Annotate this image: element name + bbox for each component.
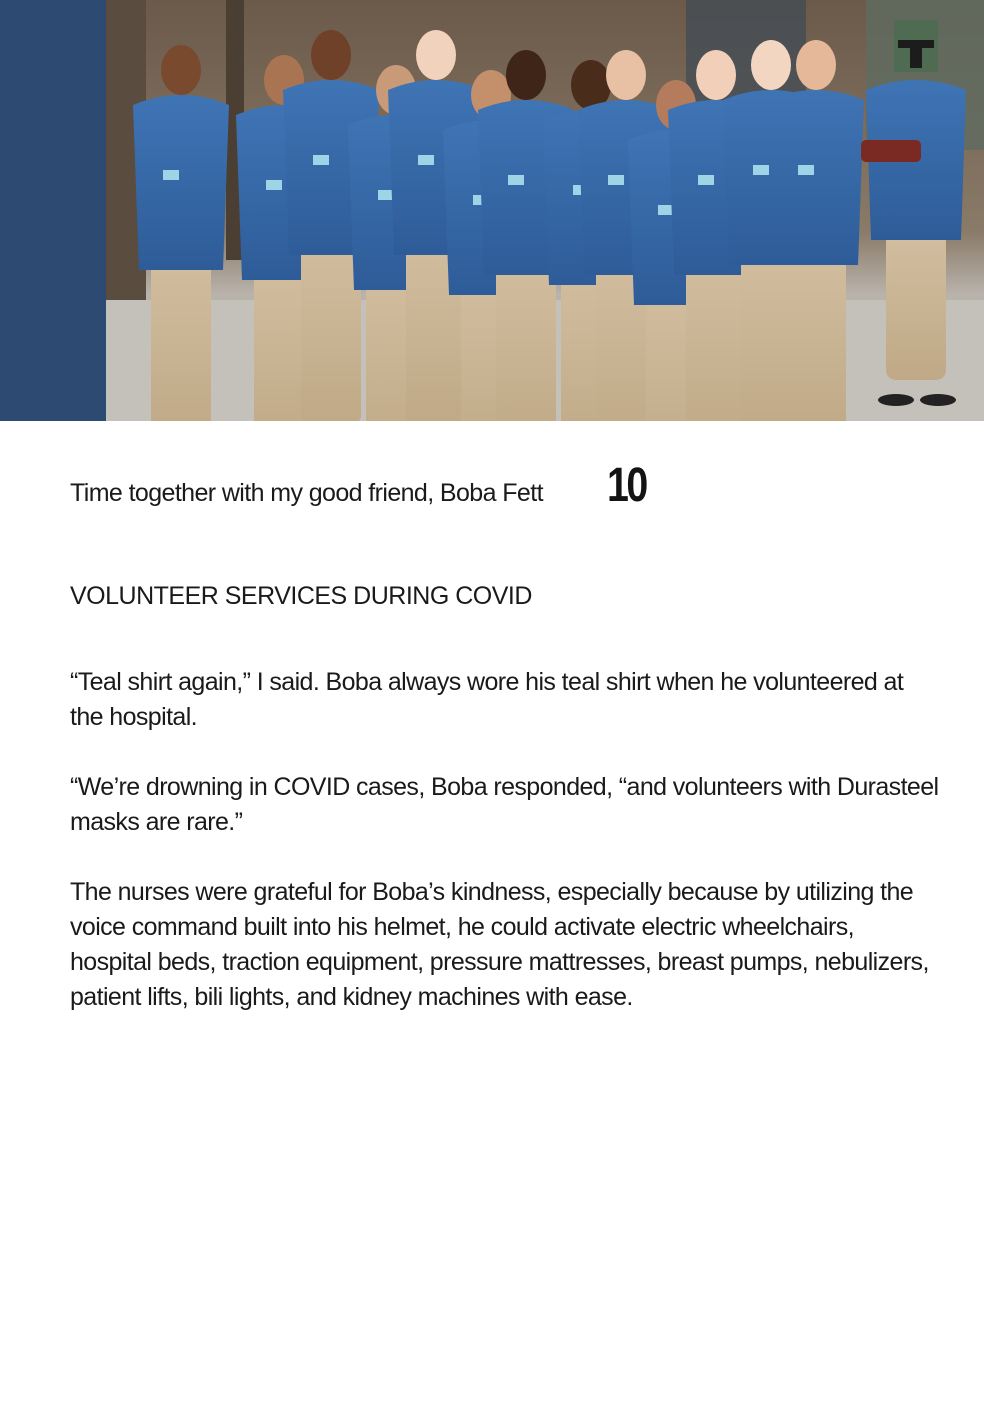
accent-side-bar	[0, 0, 106, 421]
paragraph-1: “Teal shirt again,” I said. Boba always wore his teal shirt when he volunteered at the hospital.	[70, 668, 904, 731]
group-photo	[106, 0, 984, 421]
body-text	[70, 665, 940, 1050]
caption-row	[70, 458, 930, 518]
header-photo-band	[0, 0, 984, 421]
page-number: 10	[607, 459, 646, 512]
section-heading: VOLUNTEER SERVICES DURING COVID	[70, 582, 532, 610]
photo-caption: Time together with my good friend, Boba Fett	[70, 479, 543, 507]
paragraph-2: “We’re drowning in COVID cases, Boba responded, “and volunteers with Durasteel masks are rare.”	[70, 773, 939, 836]
paragraph-3: The nurses were grateful for Boba’s kindness, especially because by utilizing the voice command built into his helmet, he could activate electric wheelchairs, hospital beds, traction equipment, pressure mattresses, breast pumps, nebulizers, patient lifts, bili lights, and kidney machines with ease.	[70, 878, 929, 1011]
